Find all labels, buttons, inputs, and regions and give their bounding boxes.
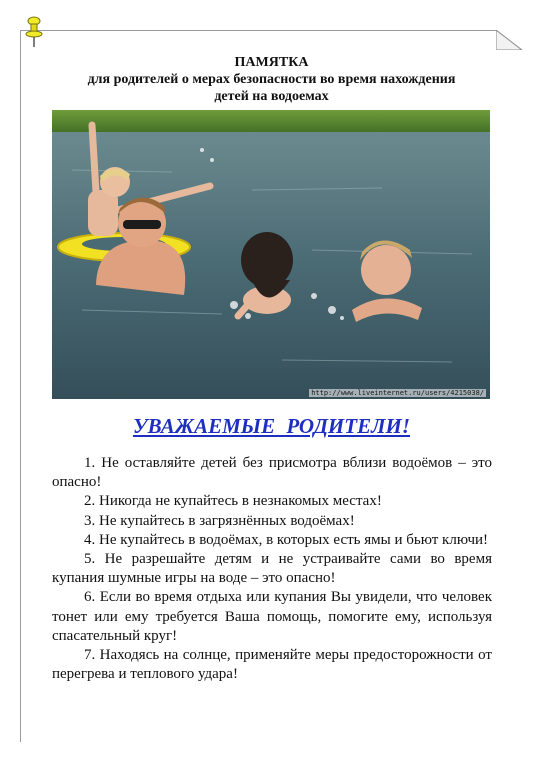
safety-rule-7: 7. Находясь на солнце, применяйте меры предосторожности от перегрева и теплового удара! (52, 647, 492, 683)
safety-rule-2: 2. Никогда не купайтесь в незнакомых местах! (84, 493, 382, 510)
safety-rule-3: 3. Не купайтесь в загрязнённых водоёмах! (84, 512, 355, 529)
children-swimming-photo (52, 110, 490, 399)
greeting-heading: УВАЖАЕМЫЕ РОДИТЕЛИ! (132, 414, 411, 438)
document-subtitle-line-2: детей на водоемах (214, 89, 329, 104)
folded-corner-icon (496, 30, 522, 50)
photo-watermark-url: http://www.liveinternet.ru/users/4215038/ (311, 389, 484, 397)
safety-rule-4: 4. Не купайтесь в водоёмах, в которых есть ямы и бьют ключи! (84, 531, 489, 548)
safety-rules-list (52, 454, 492, 684)
push-pin-icon (24, 16, 44, 48)
document-subtitle-line-1: для родителей о мерах безопасности во время нахождения (87, 72, 456, 87)
document-title: ПАМЯТКА (234, 55, 309, 70)
photo-illustration (52, 110, 490, 399)
safety-rule-1: 1. Не оставляйте детей без присмотра вблизи водоёмов – это опасно! (52, 455, 492, 491)
document-header (40, 54, 503, 105)
safety-rule-5: 5. Не разрешайте детям и не устраивайте сами во время купания шумные игры на воде – это опасно! (52, 551, 492, 587)
safety-rule-6: 6. Если во время отдыха или купания Вы увидели, что человек тонет или ему требуется Ваша помощь, помогите ему, используя спасательный круг! (52, 589, 492, 644)
